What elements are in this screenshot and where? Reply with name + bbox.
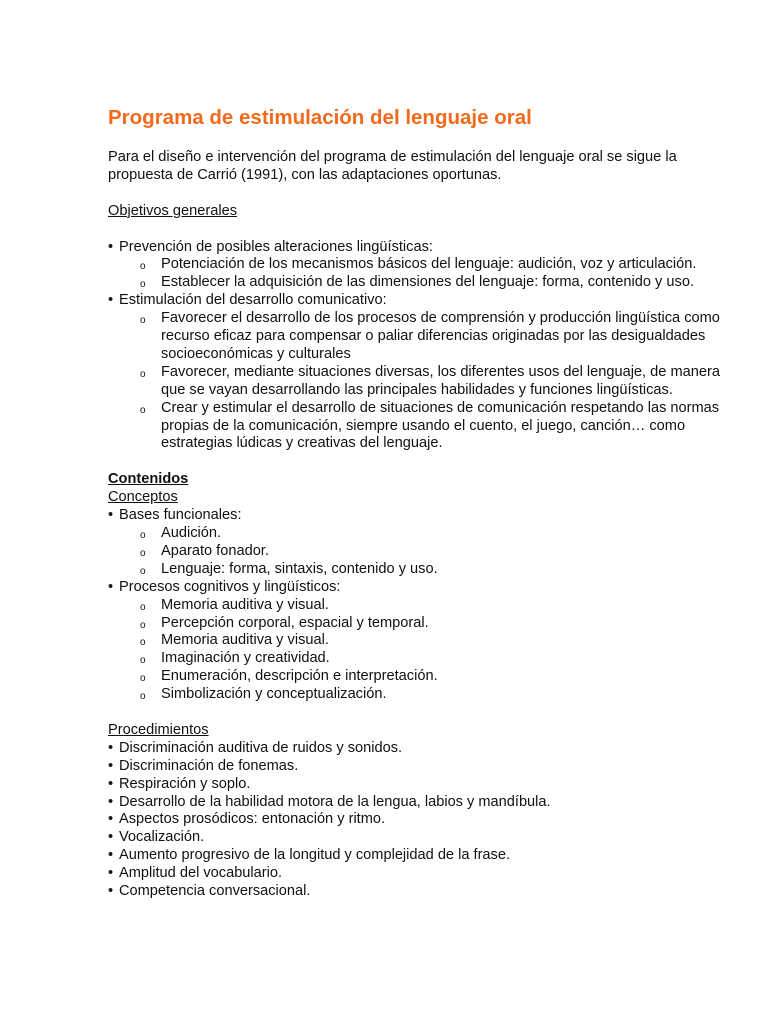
list-item: o Memoria auditiva y visual. [150,632,738,650]
list-item: o Enumeración, descripción e interpretación. [150,668,738,686]
procedimientos-heading: Procedimientos [108,721,209,738]
procedimientos-list [108,740,738,901]
list-item: o Aparato fonador. [150,543,738,561]
list-item: • Vocalización. [108,829,205,846]
circle-bullet-icon: o [140,637,146,649]
bullet-icon: • [108,829,114,846]
bullet-icon: • [108,883,114,900]
circle-bullet-icon: o [140,673,146,685]
list-item: o Audición. [150,525,738,543]
list-item: • Competencia conversacional. [108,883,311,900]
circle-bullet-icon: o [140,619,146,631]
conceptos-heading: Conceptos [108,489,178,506]
sub-list [119,310,738,453]
list-item: o Establecer la adquisición de las dimensiones del lenguaje: forma, contenido y uso. [150,274,738,292]
list-item: • Respiración y soplo. [108,775,251,792]
circle-bullet-icon: o [140,655,146,667]
bullet-icon: • [108,847,114,864]
list-item: • Aspectos prosódicos: entonación y ritmo. [108,811,386,828]
sub-list [119,256,738,292]
bullet-icon: • [108,865,114,882]
bullet-icon: • [108,811,114,828]
list-item: o Lenguaje: forma, sintaxis, contenido y uso. [150,561,738,579]
circle-bullet-icon: o [140,279,146,291]
circle-bullet-icon: o [140,601,146,613]
list-item: • Bases funcionales: o Audición. o Aparato fonador. o Lenguaje: forma, sintaxis, contenido y uso. [108,507,738,579]
list-item: o Percepción corporal, espacial y temporal. [150,615,738,633]
list-item: o Potenciación de los mecanismos básicos del lenguaje: audición, voz y articulación. [150,256,738,274]
circle-bullet-icon: o [140,529,146,541]
bullet-icon: • [108,578,114,595]
circle-bullet-icon: o [140,691,146,703]
conceptos-list [108,507,738,704]
circle-bullet-icon: o [140,315,146,327]
list-item: • Amplitud del vocabulario. [108,865,283,882]
list-item: • Estimulación del desarrollo comunicativo: o Favorecer el desarrollo de los procesos de comprensión y producción lingüística como recurso eficaz para compensar o paliar diferencias originadas por las desigualdades socioeconómicas y culturales o Favorecer, mediante situaciones diversas, los diferentes usos del lenguaje, de manera que se vayan desarrollando las principales habilidades y funciones lingüísticas. o Crear y estimular el desarrollo de situaciones de comunicación respetando las normas propias de la comunicación, siempre usando el cuento, el juego, canción… como estrategias lúdicas y creativas del lenguaje. [108,292,738,453]
page-title: Programa de estimulación del lenguaje oral [108,106,532,129]
list-item: o Crear y estimular el desarrollo de situaciones de comunicación respetando las normas propias de la comunicación, siempre usando el cuento, el juego, canción… como estrategias lúdicas y creativas del lenguaje. [140,399,720,452]
sub-list [119,597,738,704]
circle-bullet-icon: o [140,547,146,559]
list-item: o Favorecer el desarrollo de los procesos de comprensión y producción lingüística como recurso eficaz para compensar o paliar diferencias originadas por las desigualdades socioeconómicas y culturales [140,310,720,362]
bullet-icon: • [108,775,114,792]
list-item: • Discriminación auditiva de ruidos y sonidos. [108,739,403,756]
list-item: o Simbolización y conceptualización. [150,686,738,704]
sub-list [119,525,738,579]
objetivos-heading: Objetivos generales [108,202,237,219]
objetivos-list [108,239,738,454]
circle-bullet-icon: o [140,565,146,577]
list-item: • Aumento progresivo de la longitud y complejidad de la frase. [108,847,511,864]
list-item: • Prevención de posibles alteraciones lingüísticas: o Potenciación de los mecanismos básicos del lenguaje: audición, voz y articulación. o Establecer la adquisición de las dimensiones del lenguaje: forma, contenido y uso. [108,239,738,293]
list-item: o Favorecer, mediante situaciones diversas, los diferentes usos del lenguaje, de manera que se vayan desarrollando las principales habilidades y funciones lingüísticas. [140,363,720,398]
list-item: • Discriminación de fonemas. [108,757,299,774]
intro-paragraph: Para el diseño e intervención del programa de estimulación del lenguaje oral se sigue la propuesta de Carrió (1991), con las adaptaciones oportunas. [108,149,677,183]
bullet-icon: • [108,739,114,756]
bullet-icon: • [108,757,114,774]
list-item: o Memoria auditiva y visual. [150,597,738,615]
bullet-icon: • [108,793,114,810]
list-item: • Desarrollo de la habilidad motora de la lengua, labios y mandíbula. [108,793,551,810]
contenidos-heading: Contenidos [108,471,189,488]
bullet-icon: • [108,507,114,524]
bullet-icon: • [108,238,114,255]
bullet-icon: • [108,292,114,309]
circle-bullet-icon: o [140,368,146,380]
circle-bullet-icon: o [140,404,146,416]
document-body [108,149,738,901]
list-item: o Imaginación y creatividad. [150,650,738,668]
circle-bullet-icon: o [140,261,146,273]
list-item: • Procesos cognitivos y lingüísticos: o Memoria auditiva y visual. o Percepción corporal, espacial y temporal. o Memoria auditiva y visual. o Imaginación y creatividad. o Enumeración, descripción e interpretación. o Simbolización y conceptualización. [108,579,738,704]
